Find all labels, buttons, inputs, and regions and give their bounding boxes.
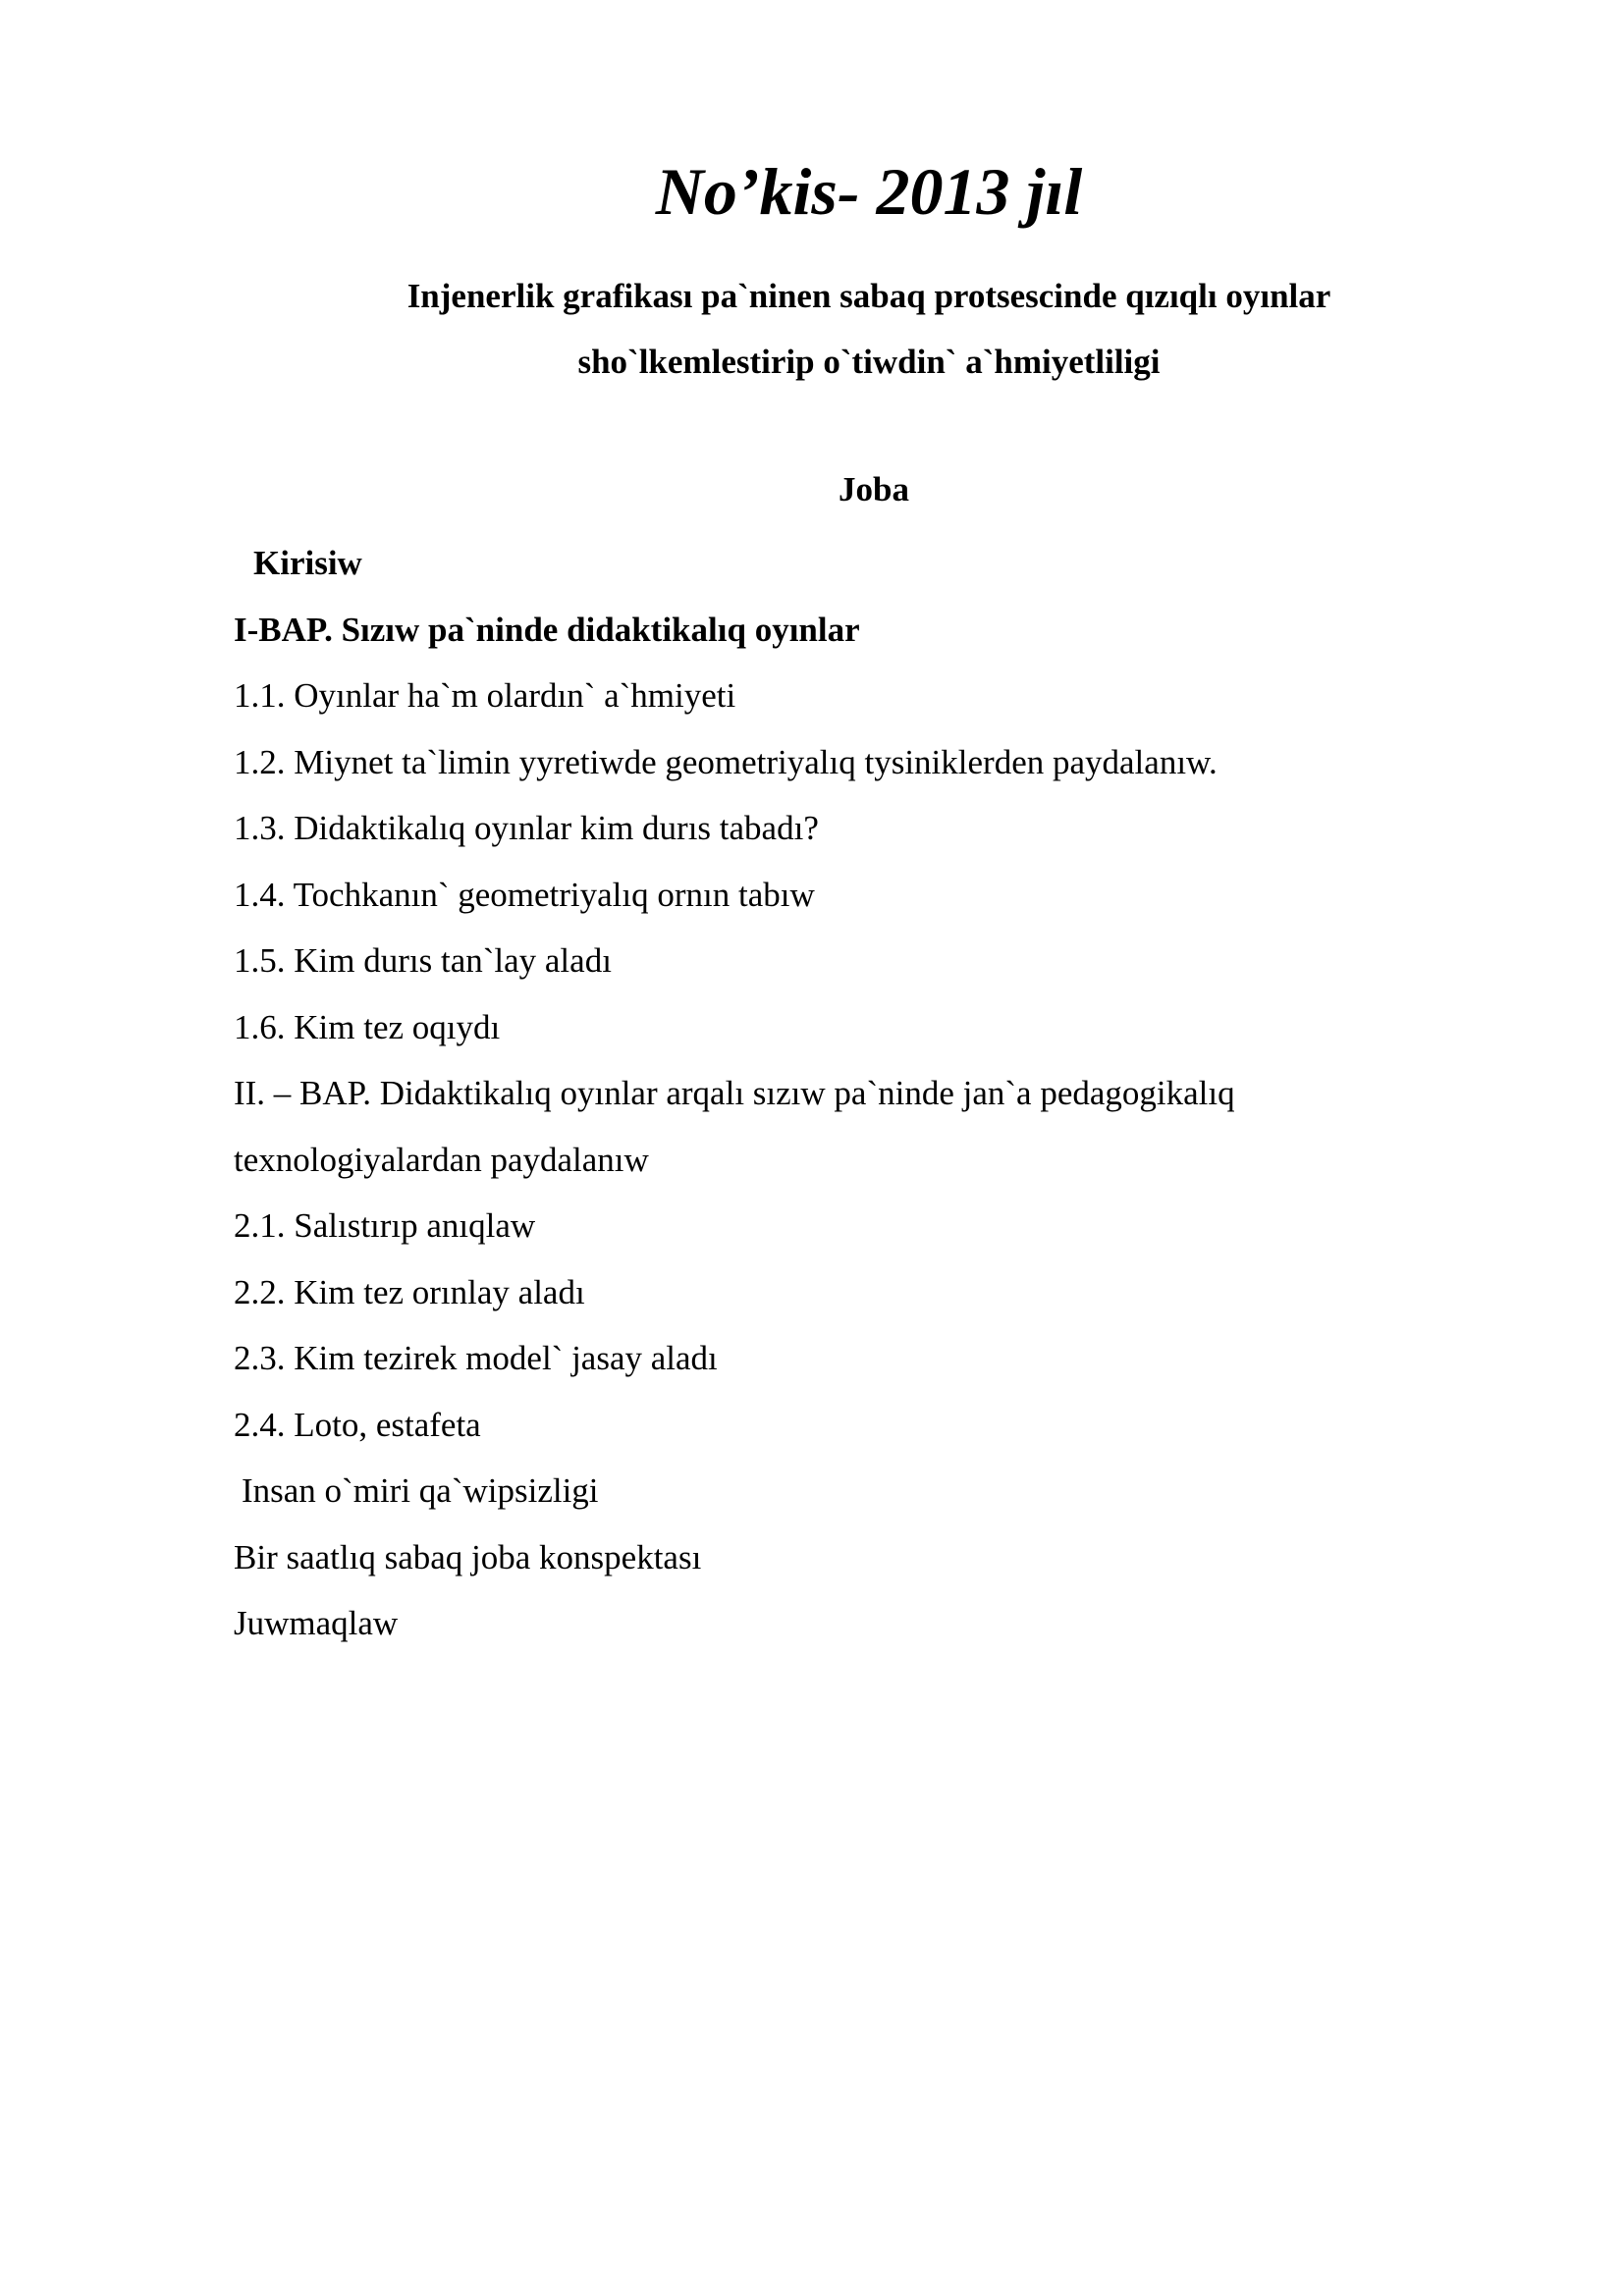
document-title bbox=[0, 263, 1624, 395]
toc-item-chapter-2: II. – BAP. Didaktikalıq oyınlar arqalı sızıw pa`ninde jan`a pedagogikalıq bbox=[234, 1074, 1235, 1112]
toc-item-chapter-2-continued: texnologiyalardan paydalanıw bbox=[234, 1140, 649, 1179]
document-title-line-2: sho`lkemlestirip o`tiwdin` a`hmiyetliligi bbox=[577, 343, 1161, 381]
toc-item-1-4: 1.4. Tochkanın` geometriyalıq ornın tabıw bbox=[234, 875, 815, 914]
document-title-line-1: Injenerlik grafikası pa`ninen sabaq protsescinde qızıqlı oyınlar bbox=[406, 277, 1331, 315]
toc-item-chapter-1: I-BAP. Sızıw pa`ninde didaktikalıq oyınlar bbox=[234, 610, 860, 649]
table-of-contents bbox=[234, 530, 1412, 1657]
toc-item-life-safety: Insan o`miri qa`wipsizligi bbox=[242, 1471, 599, 1510]
toc-item-lesson-plan: Bir saatlıq sabaq joba konspektası bbox=[234, 1537, 702, 1576]
toc-item-1-1: 1.1. Oyınlar ha`m olardın` a`hmiyeti bbox=[234, 676, 736, 715]
toc-item-introduction: Kirisiw bbox=[253, 544, 362, 582]
toc-item-1-5: 1.5. Kim durıs tan`lay aladı bbox=[234, 941, 612, 980]
toc-item-1-6: 1.6. Kim tez oqıydı bbox=[234, 1007, 501, 1046]
plan-heading: Joba bbox=[839, 470, 909, 508]
toc-item-1-3: 1.3. Didaktikalıq oyınlar kim durıs tabadı? bbox=[234, 809, 819, 847]
toc-item-2-4: 2.4. Loto, estafeta bbox=[234, 1405, 481, 1444]
place-year-title: No’kis- 2013 jıl bbox=[655, 154, 1083, 229]
toc-item-1-2: 1.2. Miynet ta`limin yyretiwde geometriyalıq tysiniklerden paydalanıw. bbox=[234, 742, 1218, 781]
toc-item-conclusion: Juwmaqlaw bbox=[234, 1604, 399, 1642]
toc-item-2-1: 2.1. Salıstırıp anıqlaw bbox=[234, 1206, 536, 1245]
toc-item-2-3: 2.3. Kim tezirek model` jasay aladı bbox=[234, 1339, 718, 1377]
toc-item-2-2: 2.2. Kim tez orınlay aladı bbox=[234, 1272, 585, 1311]
